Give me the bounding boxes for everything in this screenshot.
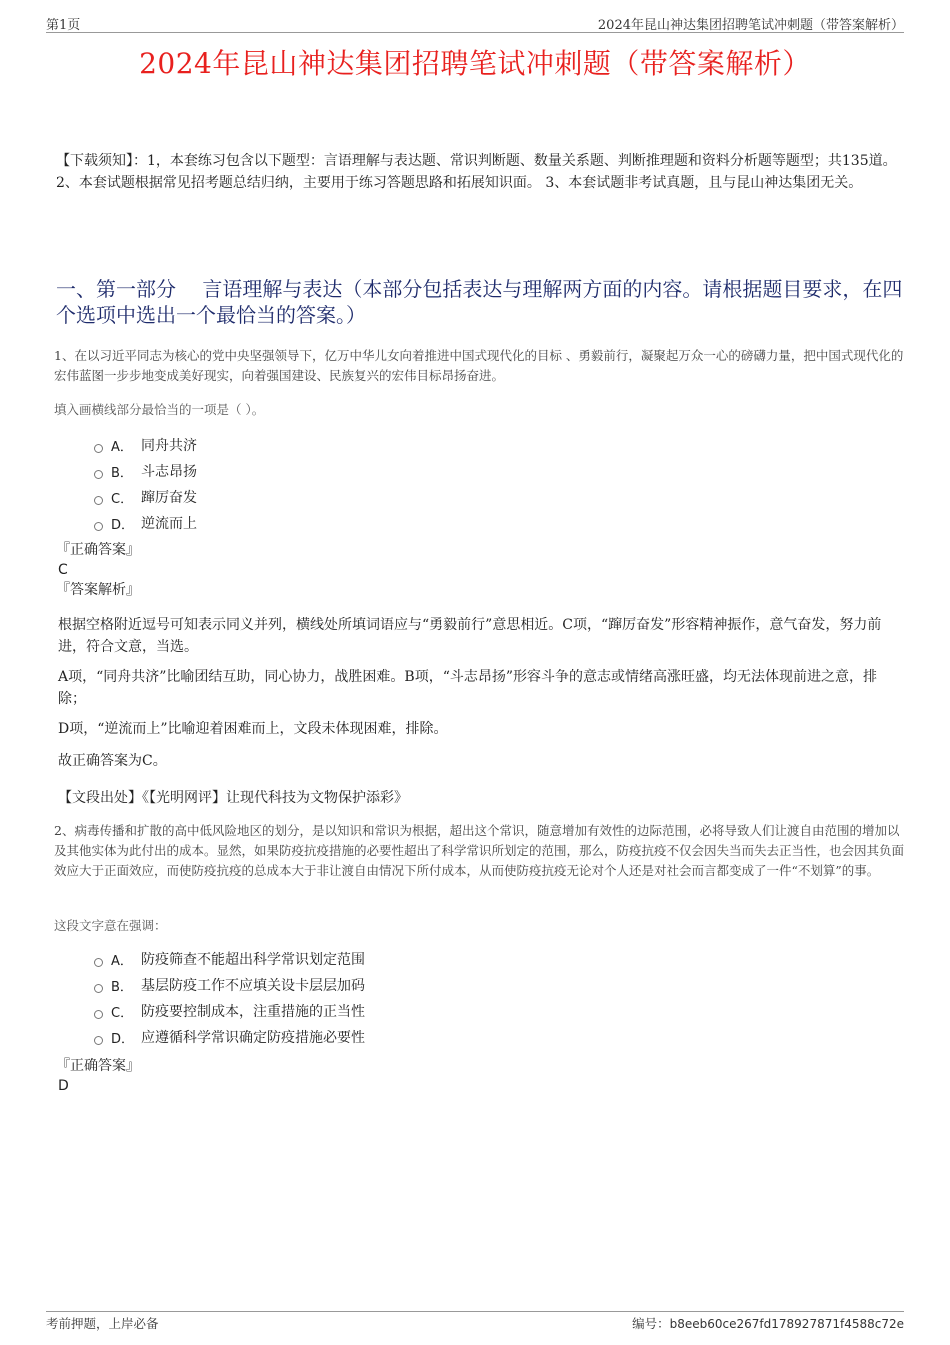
page-footer <box>46 1314 904 1332</box>
question-2-prompt: 这段文字意在强调： <box>54 918 167 933</box>
radio-button[interactable] <box>94 496 103 505</box>
download-notice: 【下载须知】：1，本套练习包含以下题型：言语理解与表达题、常识判断题、数量关系题、判断推理题和资料分析题等题型；共135道。 2、本套试题根据常见招考题总结归纳，主要用于练习答题思路和拓展知识面。 3、本套试题非考试真题，且与昆山神达集团无关。 <box>56 153 897 191</box>
analysis-paragraph: A项，“同舟共济”比喻团结互助，同心协力，战胜困难。B项，“斗志昂扬”形容斗争的意志或情绪高涨旺盛，均无法体现前进之意，排除； <box>58 669 878 707</box>
radio-button[interactable] <box>94 470 103 479</box>
document-id-code: b8eeb60ce267fd178927871f4588c72e <box>669 1317 904 1331</box>
page-number: 第1页 <box>46 18 81 33</box>
passage-source: 【文段出处】《【光明网评】让现代科技为文物保护添彩》 <box>58 790 408 806</box>
question-1-prompt: 填入画横线部分最恰当的一项是（ ）。 <box>54 402 265 417</box>
analysis-paragraph: 故正确答案为C。 <box>58 753 167 769</box>
radio-button[interactable] <box>94 958 103 967</box>
question-2-text: 2、病毒传播和扩散的高中低风险地区的划分，是以知识和常识为根据，超出这个常识，随意增加有效性的边际范围，必将导致人们让渡自由范围的增加以及其他实体为此付出的成本。显然，如果防疫抗疫措施的必要性超出了科学常识所划定的范围，那么，防疫抗疫不仅会因失当而失去正当性，也会因其负面效应大于正面效应，而使防疫抗疫的总成本大于非让渡自由情况下所付成本，从而使防疫抗疫无论对个人还是对社会而言都变成了一件“不划算”的事。 <box>54 823 905 878</box>
page-header <box>46 14 904 32</box>
correct-answer-label: 『正确答案』 <box>56 1058 140 1074</box>
correct-answer: C <box>58 562 68 578</box>
radio-button[interactable] <box>94 444 103 453</box>
correct-answer-label: 『正确答案』 <box>56 542 140 558</box>
analysis-paragraph: D项，“逆流而上”比喻迎着困难而上，文段未体现困难，排除。 <box>58 721 448 737</box>
question-2-option-a[interactable]: A． 防疫筛查不能超出科学常识划定范围 <box>94 946 365 972</box>
section-title: 一、第一部分 言语理解与表达（本部分包括表达与理解两方面的内容。请根据题目要求，在四个选项中选出一个最恰当的答案。） <box>56 277 903 327</box>
analysis-label: 『答案解析』 <box>56 582 140 598</box>
analysis-paragraph: 根据空格附近逗号可知表示同义并列，横线处所填词语应与“勇毅前行”意思相近。C项，“蹿厉奋发”形容精神振作，意气奋发，努力前进，符合文意，当选。 <box>58 617 882 655</box>
footer-divider <box>46 1311 904 1312</box>
question-1-option-c[interactable]: C． 蹿厉奋发 <box>94 484 197 510</box>
footer-slogan: 考前押题，上岸必备 <box>46 1316 159 1331</box>
question-1-options <box>94 432 197 536</box>
header-divider <box>46 32 904 33</box>
document-id <box>632 1314 904 1332</box>
header-doc-name: 2024年昆山神达集团招聘笔试冲刺题（带答案解析） <box>597 18 904 33</box>
question-2-option-d[interactable]: D． 应遵循科学常识确定防疫措施必要性 <box>94 1024 365 1050</box>
radio-button[interactable] <box>94 1036 103 1045</box>
question-2-answer-block <box>56 1056 140 1096</box>
question-1-option-b[interactable]: B． 斗志昂扬 <box>94 458 197 484</box>
question-1-answer-block <box>56 540 140 600</box>
question-1-option-a[interactable]: A． 同舟共济 <box>94 432 197 458</box>
question-2-option-b[interactable]: B． 基层防疫工作不应填关设卡层层加码 <box>94 972 365 998</box>
document-id-label: 编号： <box>632 1316 670 1331</box>
document-title: 2024年昆山神达集团招聘笔试冲刺题（带答案解析） <box>139 47 811 80</box>
correct-answer: D <box>58 1078 69 1094</box>
question-2-option-c[interactable]: C． 防疫要控制成本，注重措施的正当性 <box>94 998 365 1024</box>
question-1-text: 1、在以习近平同志为核心的党中央坚强领导下，亿万中华儿女向着推进中国式现代化的目标 、勇毅前行，凝聚起万众一心的磅礴力量，把中国式现代化的宏伟蓝图一步步地变成美好现实，向着强国建设、民族复兴的宏伟目标昂扬奋进。 <box>54 348 904 383</box>
question-2-options <box>94 946 365 1050</box>
radio-button[interactable] <box>94 522 103 531</box>
radio-button[interactable] <box>94 1010 103 1019</box>
radio-button[interactable] <box>94 984 103 993</box>
question-1-option-d[interactable]: D． 逆流而上 <box>94 510 197 536</box>
